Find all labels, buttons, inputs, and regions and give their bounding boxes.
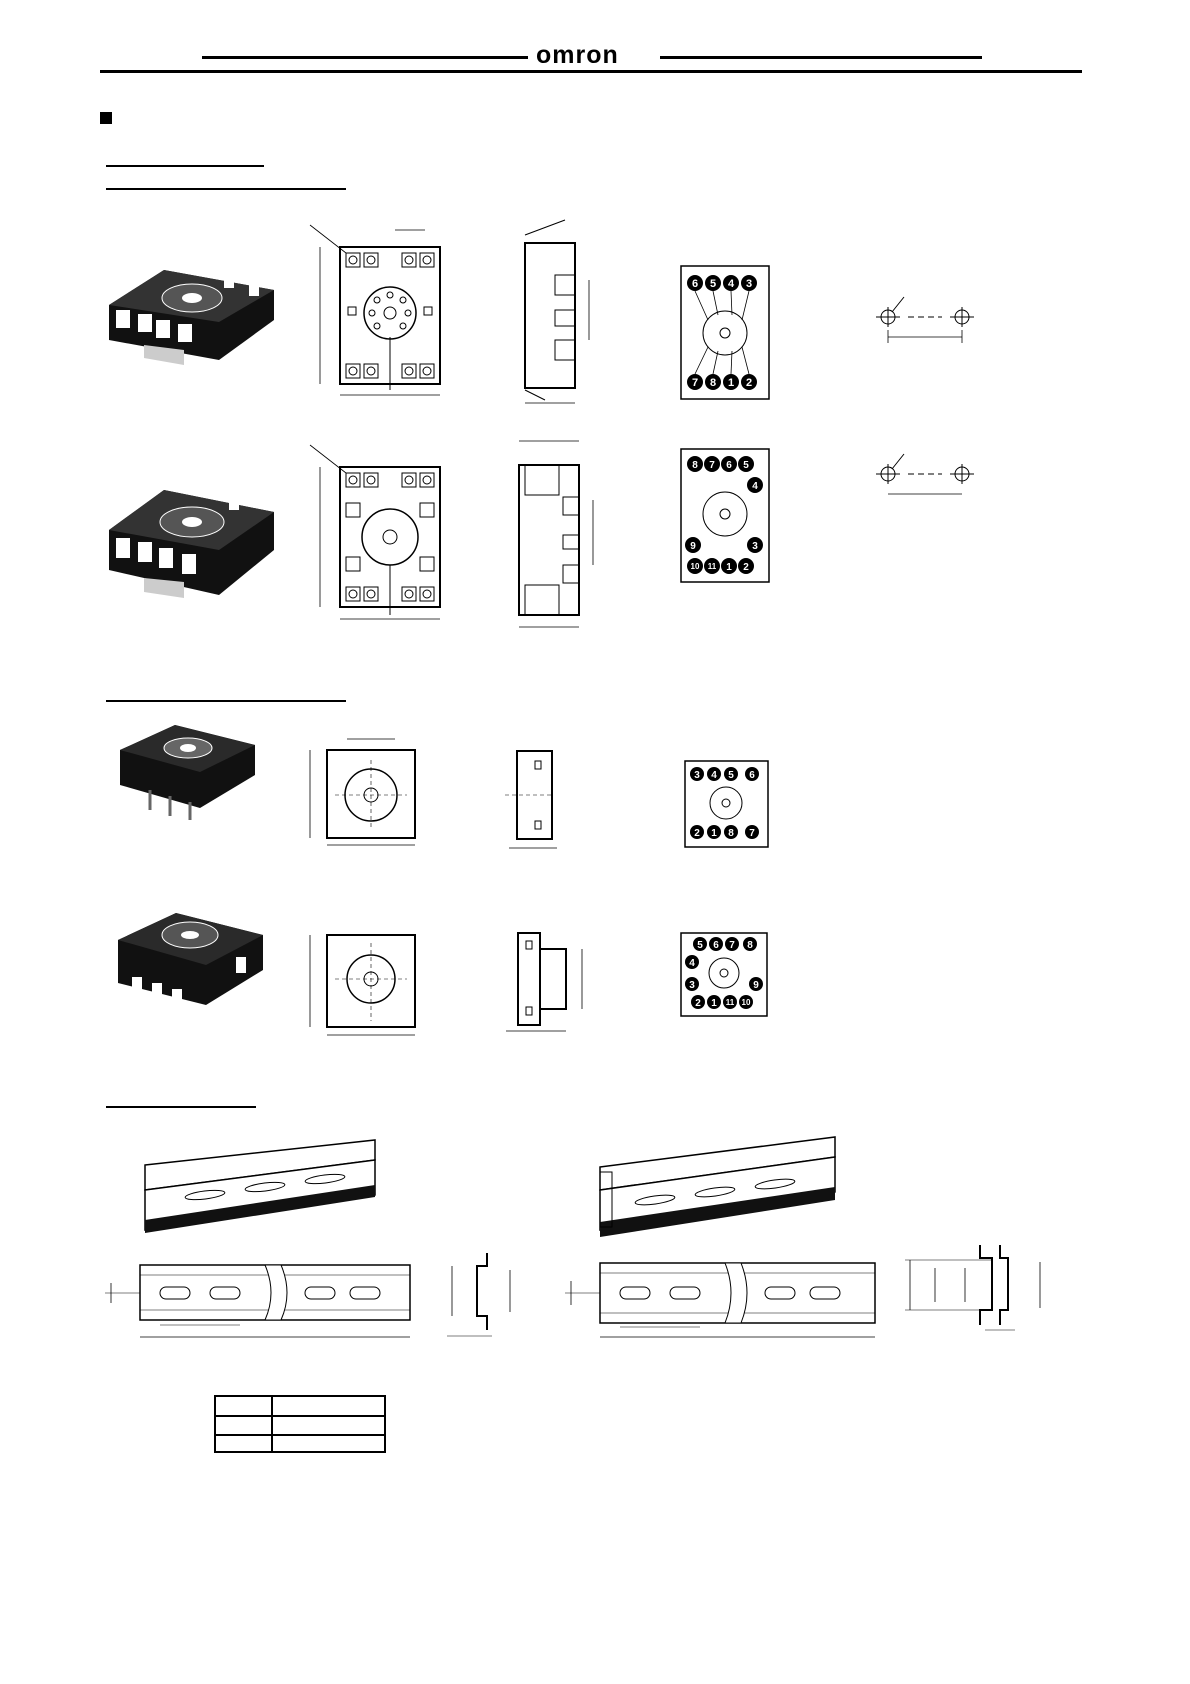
header-rule-left — [202, 56, 528, 59]
socket-front-view-3 — [305, 735, 425, 850]
pin-label: 4 — [727, 278, 735, 290]
pin-label: 7 — [729, 940, 735, 951]
pin-label: 8 — [747, 940, 753, 951]
pin-label: 9 — [690, 541, 696, 552]
pin-label: 9 — [753, 980, 759, 991]
pin-diagram-3 — [684, 760, 769, 848]
pin-label: 8 — [728, 828, 734, 839]
pin-label: 2 — [743, 562, 749, 573]
socket-front-view-1 — [310, 225, 445, 400]
pin-diagram-1 — [680, 265, 770, 400]
pin-label: 4 — [711, 770, 717, 781]
din-rail-drawing-2 — [565, 1255, 885, 1345]
pin-label: 1 — [726, 562, 732, 573]
table-row-divider — [216, 1415, 384, 1417]
socket-photo-3 — [120, 720, 260, 820]
din-rail-illustration-1 — [135, 1135, 380, 1240]
pin-label: 2 — [695, 998, 701, 1009]
socket-front-view-2 — [310, 445, 445, 625]
pin-label: 3 — [689, 980, 695, 991]
mounting-holes-1 — [860, 295, 990, 355]
heading-underline-2 — [106, 188, 346, 190]
pin-label: 5 — [709, 278, 717, 290]
socket-photo-4 — [118, 905, 268, 1020]
din-rail-profile-2 — [900, 1240, 1055, 1335]
pin-label: 7 — [749, 828, 755, 839]
pin-label: 10 — [741, 998, 751, 1007]
pin-label: 5 — [697, 940, 703, 951]
pin-label: 11 — [725, 998, 735, 1007]
pin-label: 3 — [752, 541, 758, 552]
socket-side-view-1 — [515, 215, 605, 405]
section-bullet-icon — [100, 112, 112, 124]
pin-label: 5 — [743, 460, 749, 471]
pin-label: 3 — [745, 278, 753, 290]
pin-label: 7 — [709, 460, 715, 471]
socket-side-view-3 — [505, 745, 565, 855]
pin-label: 1 — [711, 828, 717, 839]
pin-label: 6 — [691, 278, 699, 290]
din-rail-profile-1 — [442, 1248, 522, 1338]
pin-diagram-4 — [680, 932, 768, 1017]
pin-label: 7 — [691, 377, 699, 389]
pin-label: 5 — [728, 770, 734, 781]
header-rule-right — [660, 56, 982, 59]
socket-front-view-4 — [305, 925, 425, 1040]
heading-underline-4 — [106, 1106, 256, 1108]
pin-label: 6 — [713, 940, 719, 951]
pin-label: 10 — [690, 562, 700, 571]
header-rule-full — [100, 70, 1082, 73]
pin-label: 8 — [692, 460, 698, 471]
pin-label: 3 — [694, 770, 700, 781]
omron-logo: omron — [536, 41, 619, 69]
pin-label: 1 — [727, 377, 735, 389]
pin-label: 2 — [745, 377, 753, 389]
din-rail-drawing-1 — [105, 1255, 415, 1345]
pin-label: 2 — [694, 828, 700, 839]
pin-diagram-2 — [680, 448, 770, 583]
heading-underline-1 — [106, 165, 264, 167]
pin-label: 4 — [689, 958, 695, 969]
pin-label: 11 — [707, 562, 717, 571]
rail-model-table — [214, 1395, 386, 1453]
pin-label: 1 — [711, 998, 717, 1009]
heading-underline-3 — [106, 700, 346, 702]
pin-label: 6 — [726, 460, 732, 471]
socket-photo-2 — [104, 470, 284, 605]
din-rail-illustration-2 — [595, 1132, 840, 1247]
socket-side-view-2 — [505, 435, 605, 630]
table-column-divider — [271, 1397, 273, 1451]
socket-photo-1 — [104, 250, 284, 370]
socket-side-view-4 — [500, 925, 600, 1035]
pin-label: 6 — [749, 770, 755, 781]
pin-label: 4 — [752, 481, 758, 492]
pin-label: 8 — [709, 377, 717, 389]
table-row-divider — [216, 1434, 384, 1436]
mounting-holes-2 — [860, 452, 990, 512]
